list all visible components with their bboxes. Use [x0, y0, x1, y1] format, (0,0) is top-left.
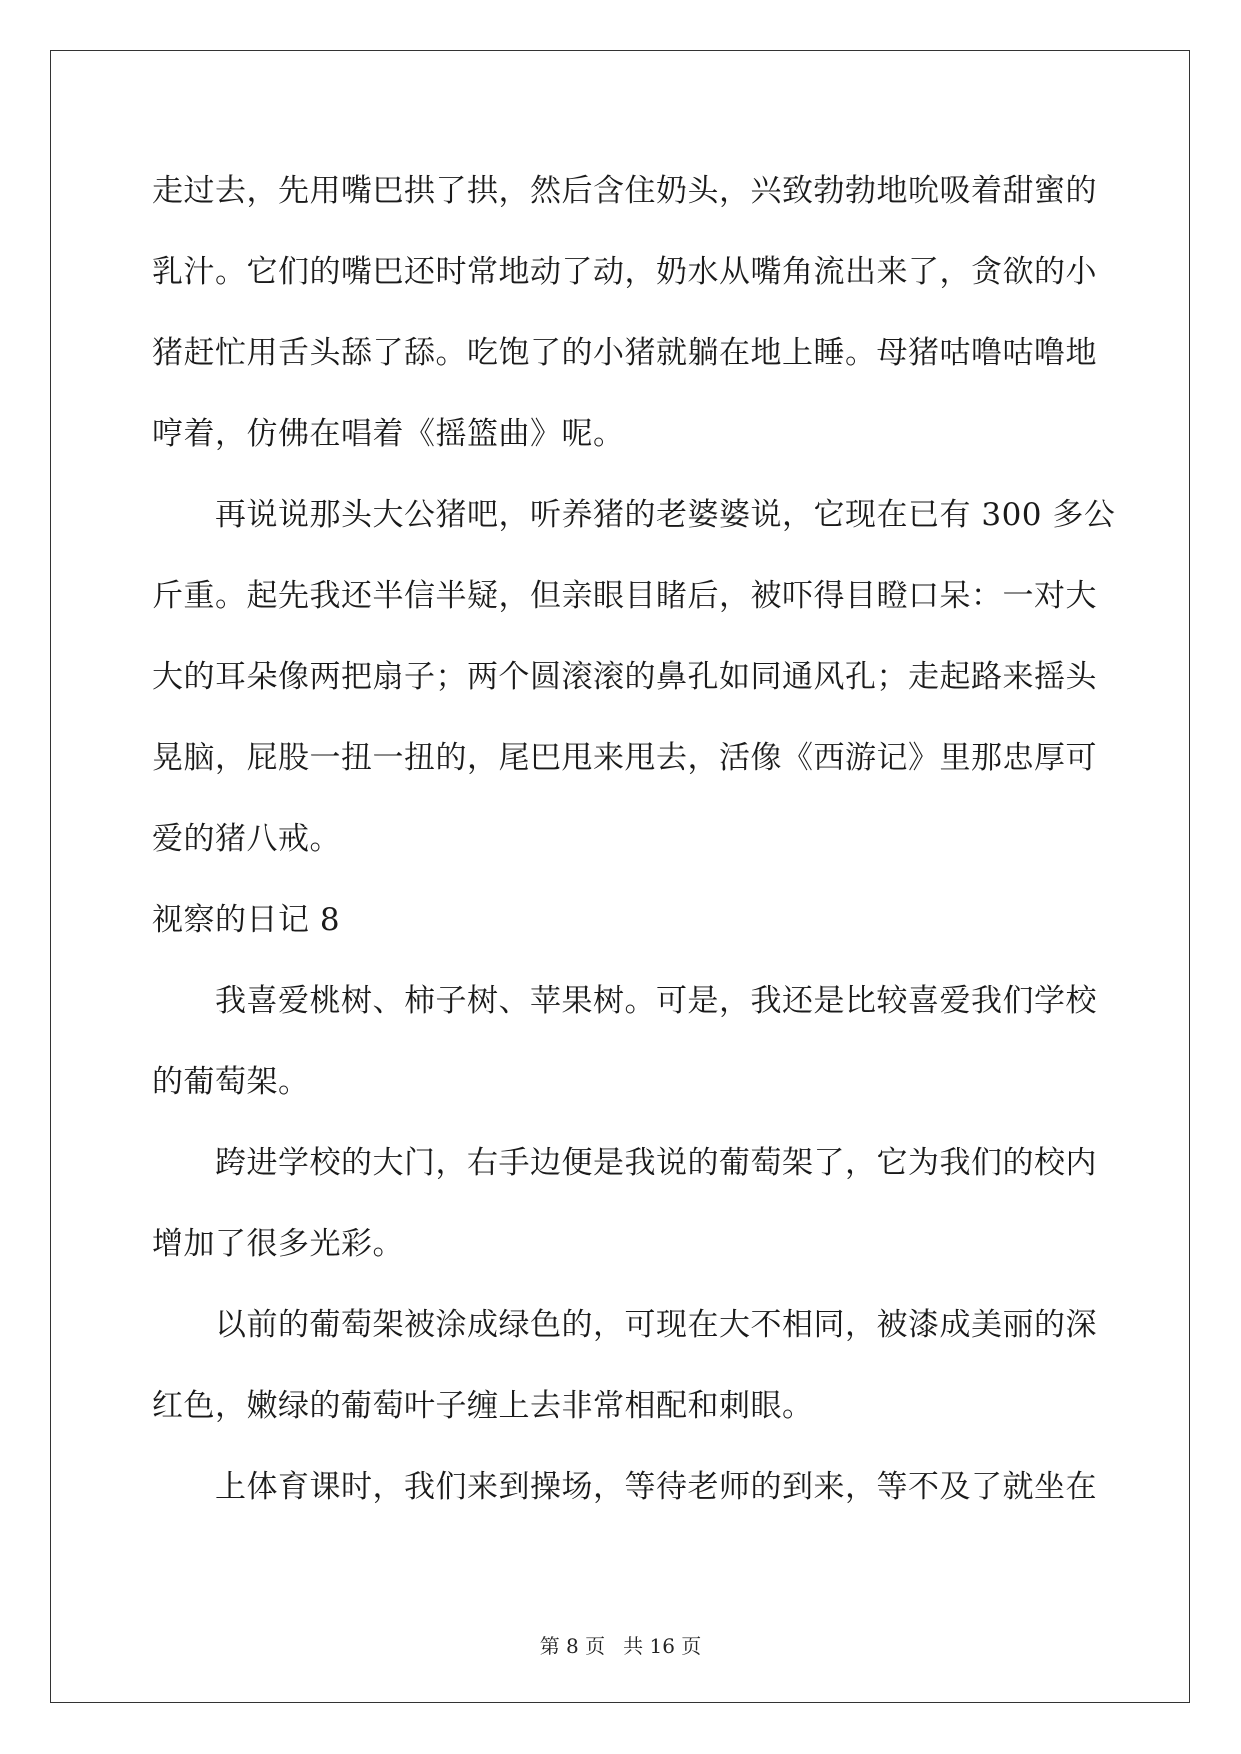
- section-heading: 视察的日记 8: [152, 902, 341, 938]
- text-line: 大的耳朵像两把扇子；两个圆滚滚的鼻孔如同通风孔；走起路来摇头: [152, 659, 1097, 695]
- paragraph-first-line: 再说说那头大公猪吧，听养猪的老婆婆说，它现在已有 300 多公: [215, 497, 1116, 533]
- page-footer: [0, 1630, 1241, 1659]
- page-total: 共 16 页: [623, 1634, 702, 1658]
- paragraph-first-line: 以前的葡萄架被涂成绿色的，可现在大不相同，被漆成美丽的深: [215, 1307, 1097, 1343]
- text-line: 猪赶忙用舌头舔了舔。吃饱了的小猪就躺在地上睡。母猪咕噜咕噜地: [152, 335, 1097, 371]
- paragraph-first-line: 我喜爱桃树、柿子树、苹果树。可是，我还是比较喜爱我们学校: [215, 983, 1097, 1019]
- text-line: 爱的猪八戒。: [152, 821, 341, 857]
- text-line: 斤重。起先我还半信半疑，但亲眼目睹后，被吓得目瞪口呆：一对大: [152, 578, 1097, 614]
- text-line: 晃脑，屁股一扭一扭的，尾巴甩来甩去，活像《西游记》里那忠厚可: [152, 740, 1097, 776]
- text-line: 乳汁。它们的嘴巴还时常地动了动，奶水从嘴角流出来了，贪欲的小: [152, 254, 1097, 290]
- text-line: 增加了很多光彩。: [152, 1226, 404, 1262]
- text-line: 走过去，先用嘴巴拱了拱，然后含住奶头，兴致勃勃地吮吸着甜蜜的: [152, 173, 1097, 209]
- page-number: 第 8 页: [539, 1634, 606, 1658]
- paragraph-first-line: 上体育课时，我们来到操场，等待老师的到来，等不及了就坐在: [215, 1469, 1097, 1505]
- text-line: 红色，嫩绿的葡萄叶子缠上去非常相配和刺眼。: [152, 1388, 814, 1424]
- text-line: 的葡萄架。: [152, 1064, 310, 1100]
- document-body: [152, 163, 1116, 1540]
- text-line: 哼着，仿佛在唱着《摇篮曲》呢。: [152, 416, 625, 452]
- paragraph-first-line: 跨进学校的大门，右手边便是我说的葡萄架了，它为我们的校内: [215, 1145, 1097, 1181]
